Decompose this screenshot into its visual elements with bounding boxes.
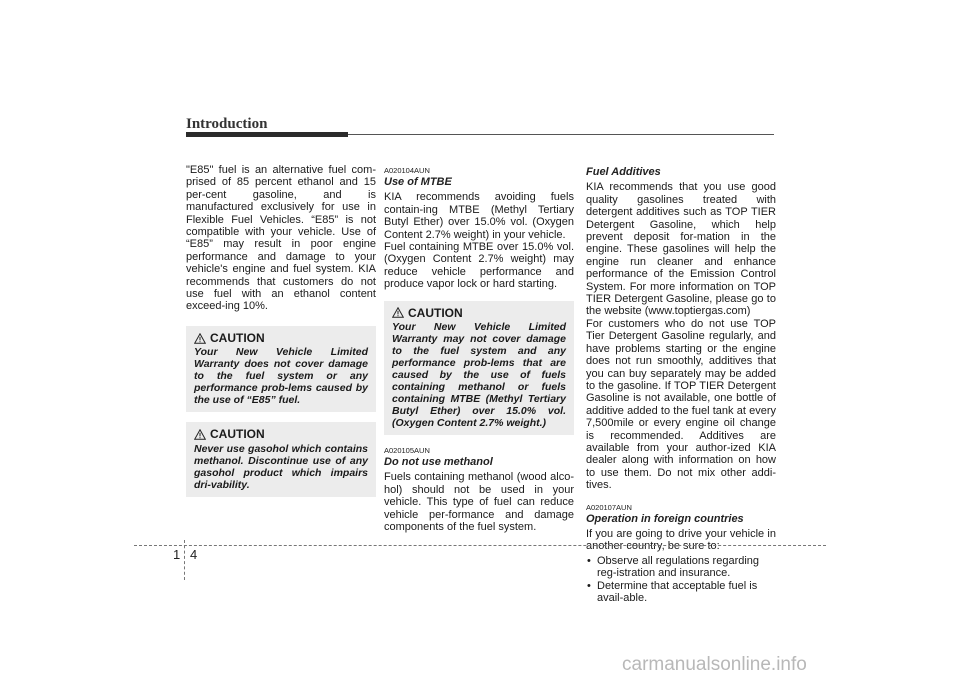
caution-heading — [392, 307, 566, 319]
foreign-bullet-list — [586, 555, 776, 605]
foreign-paragraph: If you are going to drive your vehicle in another country, be sure to: — [586, 527, 776, 553]
page-title: Introduction — [186, 116, 268, 132]
footer-rule — [134, 545, 826, 546]
section-code: A020105AUN — [384, 446, 430, 456]
section-code: A020104AUN — [384, 166, 430, 175]
warning-triangle-icon — [194, 333, 206, 344]
section-number: 1 — [173, 547, 181, 562]
caution-box-e85 — [186, 326, 376, 412]
header-rule-thin — [348, 134, 774, 135]
section-heading-methanol: Do not use methanol — [384, 456, 493, 469]
caution-body: Never use gasohol which contains methanol. Discontinue use of any gasohol product which impairs dri-vability. — [194, 442, 368, 491]
methanol-paragraph: Fuels containing methanol (wood alco-hol) should not be used in your vehicle. This type of fuel can reduce vehicle per-formance and damage components of the fuel system. — [384, 471, 574, 534]
footer-divider — [184, 540, 185, 580]
list-item: • Determine that acceptable fuel is avail-able. — [586, 580, 776, 605]
watermark: carmanualsonline.info — [622, 654, 807, 675]
spacer — [586, 492, 776, 503]
column-2 — [384, 166, 574, 534]
e85-paragraph: "E85" fuel is an alternative fuel com-prised of 85 percent ethanol and 15 per-cent gasoline, and is manufactured exclusively for use in Flexible Fuel Vehicles. “E85” is not compatible with your vehicle. Use of “E85” may result in poor engine performance and damage to your vehicle's engine and fuel system. KIA recommends that customers do not use fuel with an ethanol content exceed-ing 10%. — [186, 164, 376, 313]
section-heading-mtbe: Use of MTBE — [384, 176, 452, 188]
caution-heading — [194, 332, 368, 344]
caution-box-warranty — [384, 301, 574, 435]
section-heading-fuel-additives: Fuel Additives — [586, 166, 661, 178]
caution-title: CAUTION — [408, 305, 463, 320]
mtbe-paragraph-1: KIA recommends avoiding fuels contain-ing MTBE (Methyl Tertiary Butyl Ether) over 15.0% vol. (Oxygen Content 2.7% weight) in your vehicle. — [384, 191, 574, 241]
caution-body: Your New Vehicle Limited Warranty does not cover damage to the fuel system or any performance prob-lems caused by the use of “E85” fuel. — [194, 346, 368, 407]
caution-body: Your New Vehicle Limited Warranty may not cover damage to the fuel system and any performance prob-lems that are caused by the use of fuels containing methanol or fuels containing MTBE (Methyl Tertiary Butyl Ether) over 15.0% vol. (Oxygen Content 2.7% weight.) — [392, 321, 566, 430]
section-code: A020107AUN — [586, 502, 632, 512]
caution-title: CAUTION — [210, 330, 265, 345]
warning-triangle-icon — [194, 429, 206, 440]
column-3 — [586, 166, 776, 604]
warning-triangle-icon — [392, 307, 404, 318]
additives-paragraph-2: For customers who do not use TOP Tier Detergent Gasoline regularly, and have problems starting or the engine does not run smoothly, additives that you can buy separately may be added to the gasoline. If TOP TIER Detergent Gasoline is not available, one bottle of additive added to the fuel tank at every 7,500mile or every engine oil change is recommended. Additives are available from your author-ized KIA dealer along with information on how to use them. Do not mix other addi-tives. — [586, 317, 776, 492]
caution-box-gasohol — [186, 422, 376, 496]
additives-paragraph-1: KIA recommends that you use good quality gasolines treated with detergent additives such as TOP TIER Detergent Gasoline, which help prevent deposit for-mation in the engine. These gasolines will help the engine run cleaner and enhance performance of the Emission Control System. For more information on TOP TIER Detergent Gasoline, please go to the website (www.toptiergas.com) — [586, 181, 776, 318]
header-rule-thick — [186, 132, 348, 137]
caution-heading — [194, 428, 368, 440]
list-item: • Observe all regulations regarding reg-istration and insurance. — [586, 555, 776, 580]
page-number: 4 — [190, 547, 198, 562]
section-heading-foreign-countries: Operation in foreign countries — [586, 512, 744, 525]
caution-title: CAUTION — [210, 427, 265, 442]
spacer — [384, 435, 574, 446]
column-1 — [186, 164, 376, 497]
mtbe-paragraph-2: Fuel containing MTBE over 15.0% vol. (Oxygen Content 2.7% weight) may reduce vehicle performance and produce vapor lock or hard starting. — [384, 241, 574, 291]
